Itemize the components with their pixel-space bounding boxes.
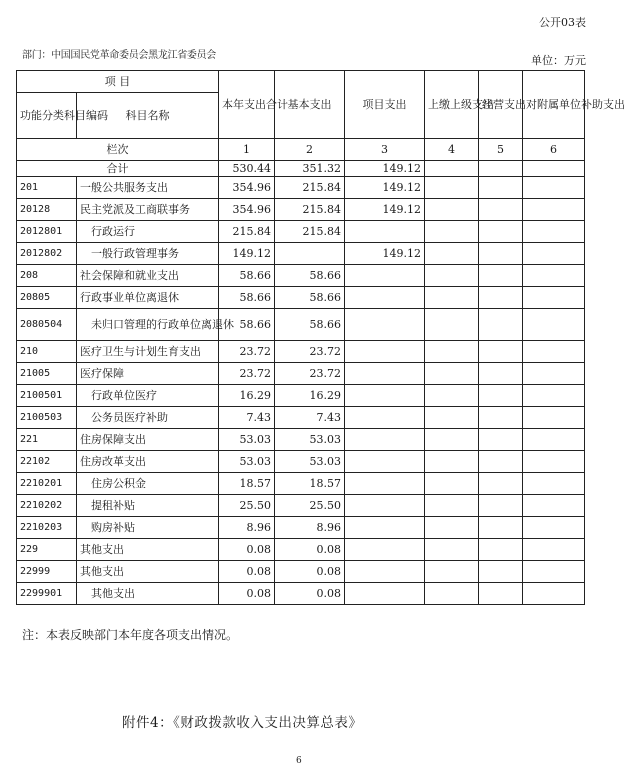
row-total: 149.12 — [219, 243, 275, 265]
row-upper — [425, 287, 479, 309]
row-subject-name: 医疗保障 — [77, 363, 219, 385]
row-business — [479, 265, 523, 287]
header-total: 本年支出合计 — [219, 71, 275, 139]
header-item: 项 目 — [17, 71, 219, 93]
row-project — [345, 221, 425, 243]
row-business — [479, 341, 523, 363]
total-row-upper — [425, 161, 479, 177]
row-subsidy — [523, 221, 585, 243]
row-upper — [425, 407, 479, 429]
row-total: 53.03 — [219, 451, 275, 473]
row-project — [345, 309, 425, 341]
row-code: 221 — [17, 429, 77, 451]
row-business — [479, 309, 523, 341]
row-business — [479, 429, 523, 451]
table-row — [17, 451, 585, 473]
table-row — [17, 363, 585, 385]
row-code: 22999 — [17, 561, 77, 583]
row-basic: 7.43 — [275, 407, 345, 429]
row-basic: 215.84 — [275, 221, 345, 243]
row-upper — [425, 385, 479, 407]
row-subsidy — [523, 385, 585, 407]
row-code: 210 — [17, 341, 77, 363]
row-subsidy — [523, 243, 585, 265]
row-project — [345, 473, 425, 495]
row-basic: 53.03 — [275, 429, 345, 451]
row-code: 2210203 — [17, 517, 77, 539]
row-total: 58.66 — [219, 265, 275, 287]
row-subject-name: 住房公积金 — [77, 473, 219, 495]
row-total: 0.08 — [219, 539, 275, 561]
total-row-subsidy — [523, 161, 585, 177]
row-code: 2100503 — [17, 407, 77, 429]
row-project — [345, 363, 425, 385]
row-project: 149.12 — [345, 199, 425, 221]
row-subject-name: 医疗卫生与计划生育支出 — [77, 341, 219, 363]
column-number: 4 — [425, 139, 479, 161]
row-total: 0.08 — [219, 561, 275, 583]
row-subsidy — [523, 363, 585, 385]
row-upper — [425, 309, 479, 341]
row-subsidy — [523, 407, 585, 429]
row-code: 2100501 — [17, 385, 77, 407]
row-total: 16.29 — [219, 385, 275, 407]
row-subsidy — [523, 429, 585, 451]
row-upper — [425, 539, 479, 561]
row-code: 229 — [17, 539, 77, 561]
table-row — [17, 309, 585, 341]
row-subsidy — [523, 473, 585, 495]
row-subsidy — [523, 451, 585, 473]
row-subject-name: 住房保障支出 — [77, 429, 219, 451]
row-subsidy — [523, 265, 585, 287]
row-subject-name: 社会保障和就业支出 — [77, 265, 219, 287]
header-basic: 基本支出 — [275, 71, 345, 139]
row-business — [479, 473, 523, 495]
row-project — [345, 429, 425, 451]
row-upper — [425, 517, 479, 539]
row-business — [479, 177, 523, 199]
row-upper — [425, 583, 479, 605]
row-subject-name: 一般行政管理事务 — [77, 243, 219, 265]
row-business — [479, 517, 523, 539]
expenditure-table — [16, 70, 625, 605]
header-func-code: 功能分类科目编码 — [17, 93, 77, 139]
row-total: 18.57 — [219, 473, 275, 495]
row-project — [345, 495, 425, 517]
row-total: 23.72 — [219, 363, 275, 385]
row-project — [345, 265, 425, 287]
row-total: 58.66 — [219, 287, 275, 309]
row-business — [479, 495, 523, 517]
row-project — [345, 341, 425, 363]
row-upper — [425, 265, 479, 287]
row-code: 2299901 — [17, 583, 77, 605]
row-code: 2210202 — [17, 495, 77, 517]
header-subsidy: 对附属单位补助支出 — [523, 71, 585, 139]
row-business — [479, 539, 523, 561]
row-subject-name: 住房改革支出 — [77, 451, 219, 473]
row-subsidy — [523, 539, 585, 561]
row-subject-name: 其他支出 — [77, 561, 219, 583]
table-row — [17, 265, 585, 287]
row-subject-name: 一般公共服务支出 — [77, 177, 219, 199]
table-row — [17, 473, 585, 495]
total-row-project: 149.12 — [345, 161, 425, 177]
row-basic: 18.57 — [275, 473, 345, 495]
row-subject-name: 行政运行 — [77, 221, 219, 243]
row-subsidy — [523, 561, 585, 583]
row-business — [479, 407, 523, 429]
table-row — [17, 385, 585, 407]
row-upper — [425, 561, 479, 583]
header-subject-name: 科目名称 — [77, 93, 219, 139]
table-row — [17, 429, 585, 451]
row-upper — [425, 243, 479, 265]
row-code: 2012801 — [17, 221, 77, 243]
row-upper — [425, 341, 479, 363]
row-project — [345, 561, 425, 583]
row-code: 2080504 — [17, 309, 77, 341]
row-basic: 25.50 — [275, 495, 345, 517]
table-row — [17, 177, 585, 199]
row-upper — [425, 221, 479, 243]
row-total: 7.43 — [219, 407, 275, 429]
row-total: 25.50 — [219, 495, 275, 517]
column-number: 6 — [523, 139, 585, 161]
column-number: 1 — [219, 139, 275, 161]
row-code: 2210201 — [17, 473, 77, 495]
header-business: 经营支出 — [479, 71, 523, 139]
header-project: 项目支出 — [345, 71, 425, 139]
row-subject-name: 其他支出 — [77, 539, 219, 561]
table-row — [17, 199, 585, 221]
row-subject-name: 购房补贴 — [77, 517, 219, 539]
row-subject-name: 民主党派及工商联事务 — [77, 199, 219, 221]
row-total: 58.66 — [219, 309, 275, 341]
table-row — [17, 517, 585, 539]
column-number: 2 — [275, 139, 345, 161]
row-subject-name: 提租补贴 — [77, 495, 219, 517]
row-business — [479, 583, 523, 605]
row-basic: 8.96 — [275, 517, 345, 539]
row-basic — [275, 243, 345, 265]
row-basic: 58.66 — [275, 287, 345, 309]
table-note: 注：本表反映部门本年度各项支出情况。 — [22, 628, 239, 642]
row-upper — [425, 473, 479, 495]
row-project — [345, 287, 425, 309]
table-row — [17, 561, 585, 583]
total-row-label: 合计 — [17, 161, 219, 177]
row-basic: 23.72 — [275, 341, 345, 363]
table-row — [17, 221, 585, 243]
row-subject-name: 未归口管理的行政单位离退休 — [77, 309, 219, 341]
table-row — [17, 243, 585, 265]
row-project: 149.12 — [345, 243, 425, 265]
row-project — [345, 539, 425, 561]
row-upper — [425, 495, 479, 517]
column-number: 3 — [345, 139, 425, 161]
row-project — [345, 385, 425, 407]
column-number: 5 — [479, 139, 523, 161]
row-subject-name: 公务员医疗补助 — [77, 407, 219, 429]
attachment-title: 附件4：《财政拨款收入支出决算总表》 — [122, 715, 363, 731]
row-upper — [425, 451, 479, 473]
row-business — [479, 221, 523, 243]
row-code: 2012802 — [17, 243, 77, 265]
table-row — [17, 539, 585, 561]
row-upper — [425, 363, 479, 385]
row-total: 53.03 — [219, 429, 275, 451]
row-subsidy — [523, 495, 585, 517]
row-project — [345, 407, 425, 429]
total-row-total: 530.44 — [219, 161, 275, 177]
table-row — [17, 341, 585, 363]
page-number: 6 — [296, 756, 302, 766]
total-row-business — [479, 161, 523, 177]
row-basic: 0.08 — [275, 561, 345, 583]
row-basic: 16.29 — [275, 385, 345, 407]
row-project — [345, 583, 425, 605]
row-total: 215.84 — [219, 221, 275, 243]
row-project — [345, 517, 425, 539]
row-subject-name: 行政单位医疗 — [77, 385, 219, 407]
row-business — [479, 561, 523, 583]
table-row — [17, 407, 585, 429]
row-total: 0.08 — [219, 583, 275, 605]
row-code: 21005 — [17, 363, 77, 385]
table-row — [17, 495, 585, 517]
row-subject-name: 行政事业单位离退休 — [77, 287, 219, 309]
row-subsidy — [523, 583, 585, 605]
row-basic: 215.84 — [275, 199, 345, 221]
row-basic: 58.66 — [275, 265, 345, 287]
row-business — [479, 287, 523, 309]
row-basic: 23.72 — [275, 363, 345, 385]
row-project — [345, 451, 425, 473]
row-basic: 53.03 — [275, 451, 345, 473]
row-code: 201 — [17, 177, 77, 199]
row-upper — [425, 177, 479, 199]
row-subsidy — [523, 517, 585, 539]
row-subject-name: 其他支出 — [77, 583, 219, 605]
row-total: 354.96 — [219, 199, 275, 221]
total-row-basic: 351.32 — [275, 161, 345, 177]
table-row — [17, 287, 585, 309]
row-subsidy — [523, 309, 585, 341]
row-code: 20805 — [17, 287, 77, 309]
row-basic: 0.08 — [275, 583, 345, 605]
row-business — [479, 385, 523, 407]
row-total: 23.72 — [219, 341, 275, 363]
row-business — [479, 451, 523, 473]
row-business — [479, 363, 523, 385]
row-code: 208 — [17, 265, 77, 287]
row-basic: 58.66 — [275, 309, 345, 341]
column-number-label: 栏次 — [17, 139, 219, 161]
row-project: 149.12 — [345, 177, 425, 199]
row-total: 354.96 — [219, 177, 275, 199]
header-upper: 上缴上级支出 — [425, 71, 479, 139]
row-upper — [425, 429, 479, 451]
unit-name: 部门：中国国民党革命委员会黑龙江省委员会 — [22, 50, 216, 61]
row-subsidy — [523, 287, 585, 309]
table-row — [17, 583, 585, 605]
row-code: 22102 — [17, 451, 77, 473]
row-total: 8.96 — [219, 517, 275, 539]
row-subsidy — [523, 341, 585, 363]
row-subsidy — [523, 199, 585, 221]
form-number: 公开03表 — [539, 16, 586, 29]
row-code: 20128 — [17, 199, 77, 221]
row-business — [479, 243, 523, 265]
row-business — [479, 199, 523, 221]
row-basic: 215.84 — [275, 177, 345, 199]
row-upper — [425, 199, 479, 221]
row-basic: 0.08 — [275, 539, 345, 561]
currency-unit: 单位：万元 — [531, 54, 586, 67]
row-subsidy — [523, 177, 585, 199]
